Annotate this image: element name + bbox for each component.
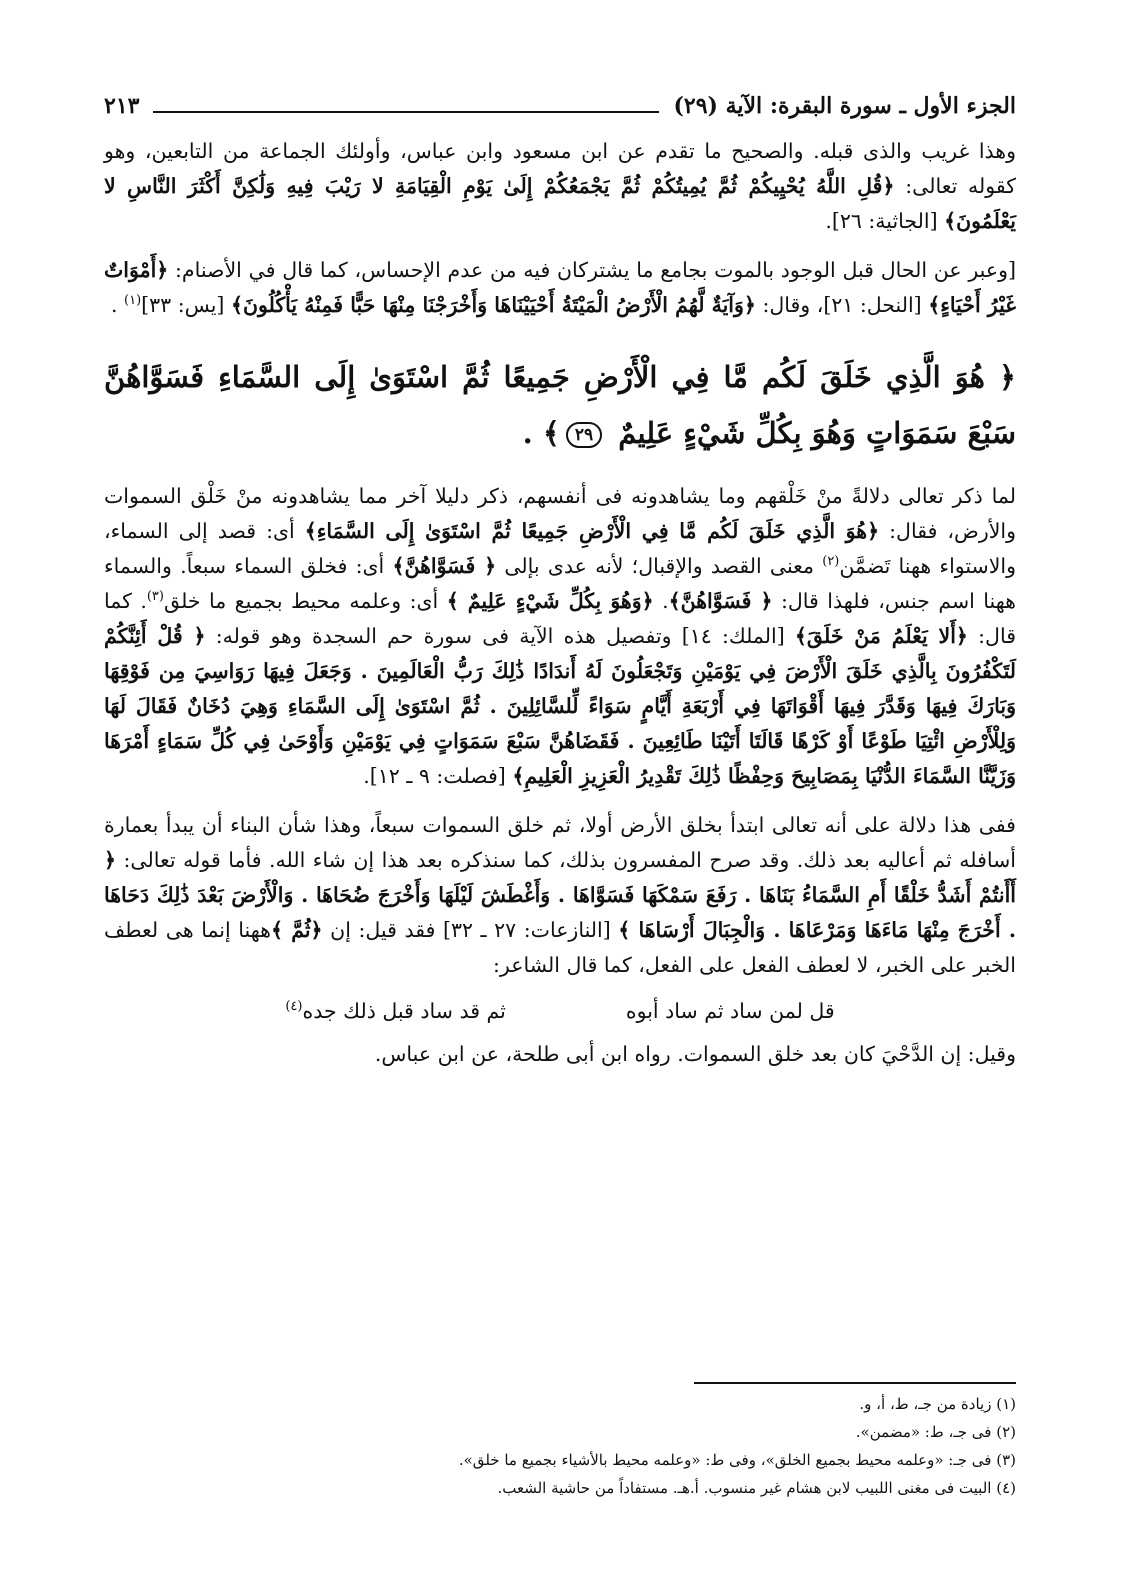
verse-end: ﴾ .: [522, 416, 560, 450]
quran-quote: ﴿أَلا يَعْلَمُ مَنْ خَلَقَ﴾: [794, 624, 968, 648]
footnote-separator: [694, 1382, 1016, 1384]
quran-quote: ﴿ أَأَنتُمْ أَشَدُّ خَلْقًا أَمِ السَّمَاءُ بَنَاهَا . رَفَعَ سَمْكَهَا فَسَوَّاهَا . وَأَغْطَشَ لَيْلَهَا وَأَخْرَجَ ضُحَاهَا . وَالْأَرْضَ بَعْدَ ذَٰلِكَ دَحَاهَا . أَخْرَجَ مِنْهَا مَاءَهَا وَمَرْعَاهَا . وَالْجِبَالَ أَرْسَاهَا ﴾: [104, 848, 1017, 942]
poem-verse: [104, 991, 1016, 1031]
text: [النازعات: ٢٧ ـ ٣٢] فقد قيل: إن: [322, 918, 619, 942]
text: أى: قصد إلى السماء، والاستواء ههنا تَضمَّن: [104, 519, 1017, 578]
footnotes: [104, 1390, 1016, 1502]
quran-quote: ﴿أَمْوَاتٌ غَيْرُ أَحْيَاءٍ﴾: [104, 258, 1016, 317]
footnote-ref: (٤): [285, 999, 303, 1015]
paragraph-5: وقيل: إن الدَّحْيَ كان بعد خلق السموات. رواه ابن أبى طلحة، عن ابن عباس.: [374, 1042, 1016, 1066]
text: . كما قال:: [104, 589, 1016, 648]
running-header: [104, 86, 1016, 126]
text: وهذا غريب والذى قبله. والصحيح ما تقدم عن ابن مسعود وابن عباس، وأولئك الجماعة من التابعين، وهو كقوله تعالى:: [104, 139, 1016, 198]
text: [النحل: ٢١]، وقال:: [755, 293, 929, 317]
text: [فصلت: ٩ ـ ١٢].: [363, 764, 513, 788]
quran-quote: ﴿وَهُوَ بِكُلِّ شَيْءٍ عَلِيمٌ ﴾: [446, 589, 654, 613]
paragraph-1: [104, 134, 1016, 239]
quran-quote: ﴿ فَسَوَّاهُنَّ﴾: [668, 589, 773, 613]
page-number: ٢١٣: [104, 93, 140, 119]
quran-quote: ﴿قُلِ اللَّهُ يُحْيِيكُمْ ثُمَّ يُمِيتُكُمْ ثُمَّ يَجْمَعُكُمْ إِلَىٰ يَوْمِ الْقِيَامَةِ لا رَيْبَ فِيهِ وَلَٰكِنَّ أَكْثَرَ النَّاسِ لا يَعْلَمُونَ﴾: [104, 174, 1016, 233]
ayah-number-badge: ٢٩: [566, 422, 602, 448]
text: لما ذكر تعالى دلالةً منْ خَلْقهم وما يشاهدونه فى أنفسهم، ذكر دليلا آخر مما يشاهدونه منْ خَلْق السموات والأرض، فقال:: [104, 484, 1017, 543]
header-rule: [153, 111, 659, 113]
quran-quote: ﴿ قُلْ أَئِنَّكُمْ لَتَكْفُرُونَ بِالَّذِي خَلَقَ الْأَرْضَ فِي يَوْمَيْنِ وَتَجْعَلُونَ لَهُ أَندَادًا ذَٰلِكَ رَبُّ الْعَالَمِينَ . وَجَعَلَ فِيهَا رَوَاسِيَ مِن فَوْقِهَا وَبَارَكَ فِيهَا وَقَدَّرَ فِيهَا أَقْوَاتَهَا فِي أَرْبَعَةِ أَيَّامٍ سَوَاءً لِّلسَّائِلِينَ . ثُمَّ اسْتَوَىٰ إِلَى السَّمَاءِ وَهِيَ دُخَانٌ فَقَالَ لَهَا وَلِلْأَرْضِ ائْتِيَا طَوْعًا أَوْ كَرْهًا قَالَتَا أَتَيْنَا طَائِعِينَ . فَقَضَاهُنَّ سَبْعَ سَمَوَاتٍ فِي يَوْمَيْنِ وَأَوْحَىٰ فِي كُلِّ سَمَاءٍ أَمْرَهَا وَزَيَّنَّا السَّمَاءَ الدُّنْيَا بِمَصَابِيحَ وَحِفْظًا ذَٰلِكَ تَقْدِيرُ الْعَزِيزِ الْعَلِيمِ﴾: [104, 624, 1016, 788]
main-verse: [104, 349, 1016, 461]
text: أى: فخلق السماء سبعاً. والسماء ههنا اسم جنس، فلهذا قال:: [104, 554, 1016, 613]
quran-quote: ﴿هُوَ الَّذِي خَلَقَ لَكُم مَّا فِي الْأَرْضِ جَمِيعًا ثُمَّ اسْتَوَىٰ إِلَى السَّمَاءِ﴾: [304, 519, 880, 543]
header-title: الجزء الأول ـ سورة البقرة: الآية (٢٩): [673, 93, 1016, 119]
text: [الجاثية: ٢٦].: [825, 209, 945, 233]
quran-quote: ﴿ فَسَوَّاهُنَّ﴾: [392, 554, 497, 578]
footnote-ref: (١): [124, 293, 142, 309]
text: .: [110, 293, 124, 317]
paragraph-2: [104, 253, 1016, 323]
paragraph-3: [104, 479, 1016, 794]
text: .: [653, 589, 669, 613]
footnote-2: (٢) فى جـ، ط: «مضمن».: [855, 1423, 1016, 1441]
quran-quote: ﴿وَآيَةٌ لَّهُمُ الْأَرْضُ الْمَيْتَةُ أَحْيَيْنَاهَا وَأَخْرَجْنَا مِنْهَا حَبًّا فَمِنْهُ يَأْكُلُونَ﴾: [230, 293, 756, 317]
paragraph-4: [104, 808, 1016, 983]
footnote-3: (٣) فى جـ: «وعلمه محيط بجميع الخلق»، وفى ط: «وعلمه محيط بالأشياء بجميع ما خلق».: [458, 1451, 1016, 1469]
text: [وعبر عن الحال قبل الوجود بالموت بجامع ما يشتركان فيه من عدم الإحساس، كما قال في الأصنام:: [168, 258, 1016, 282]
verse-text: ﴿ هُوَ الَّذِي خَلَقَ لَكُم مَّا فِي الْأَرْضِ جَمِيعًا ثُمَّ اسْتَوَىٰ إِلَى السَّمَاءِ فَسَوَّاهُنَّ سَبْعَ سَمَوَاتٍ وَهُوَ بِكُلِّ شَيْءٍ عَلِيمٌ: [104, 360, 1016, 450]
text: ثم قد ساد قبل ذلك جده: [302, 999, 506, 1023]
poem-second-hemistich: [285, 991, 506, 1031]
footnote-1: (١) زيادة من جـ، ط، أ، و.: [859, 1395, 1016, 1413]
text: ففى هذا دلالة على أنه تعالى ابتدأ بخلق الأرض أولا، ثم خلق السموات سبعاً، وهذا شأن البناء أن يبدأ بعمارة أسافله ثم أعاليه بعد ذلك. وقد صرح المفسرون بذلك، كما سنذكره بعد هذا إن شاء الله. فأما قوله تعالى:: [104, 813, 1016, 872]
text: [الملك: ١٤] وتفصيل هذه الآية فى سورة حم السجدة وهو قوله:: [205, 624, 795, 648]
footnote-ref: (٣): [146, 589, 164, 605]
text: ههنا إنما هى لعطف الخبر على الخبر، لا لعطف الفعل على الفعل، كما قال الشاعر:: [104, 918, 1016, 977]
poem-first-hemistich: قل لمن ساد ثم ساد أبوه: [625, 999, 835, 1023]
quran-quote: ﴿ثُمَّ ﴾: [270, 918, 323, 942]
footnote-4: (٤) البيت فى مغنى اللبيب لابن هشام غير منسوب. أ.هـ. مستفاداً من حاشية الشعب.: [497, 1479, 1016, 1497]
footnote-ref: (٢): [822, 554, 840, 570]
text: [يس: ٣٣]: [141, 293, 231, 317]
text: معنى القصد والإقبال؛ لأنه عدى بإلى: [496, 554, 823, 578]
page-body: [104, 134, 1016, 1072]
text: أى: وعلمه محيط بجميع ما خلق: [163, 589, 447, 613]
